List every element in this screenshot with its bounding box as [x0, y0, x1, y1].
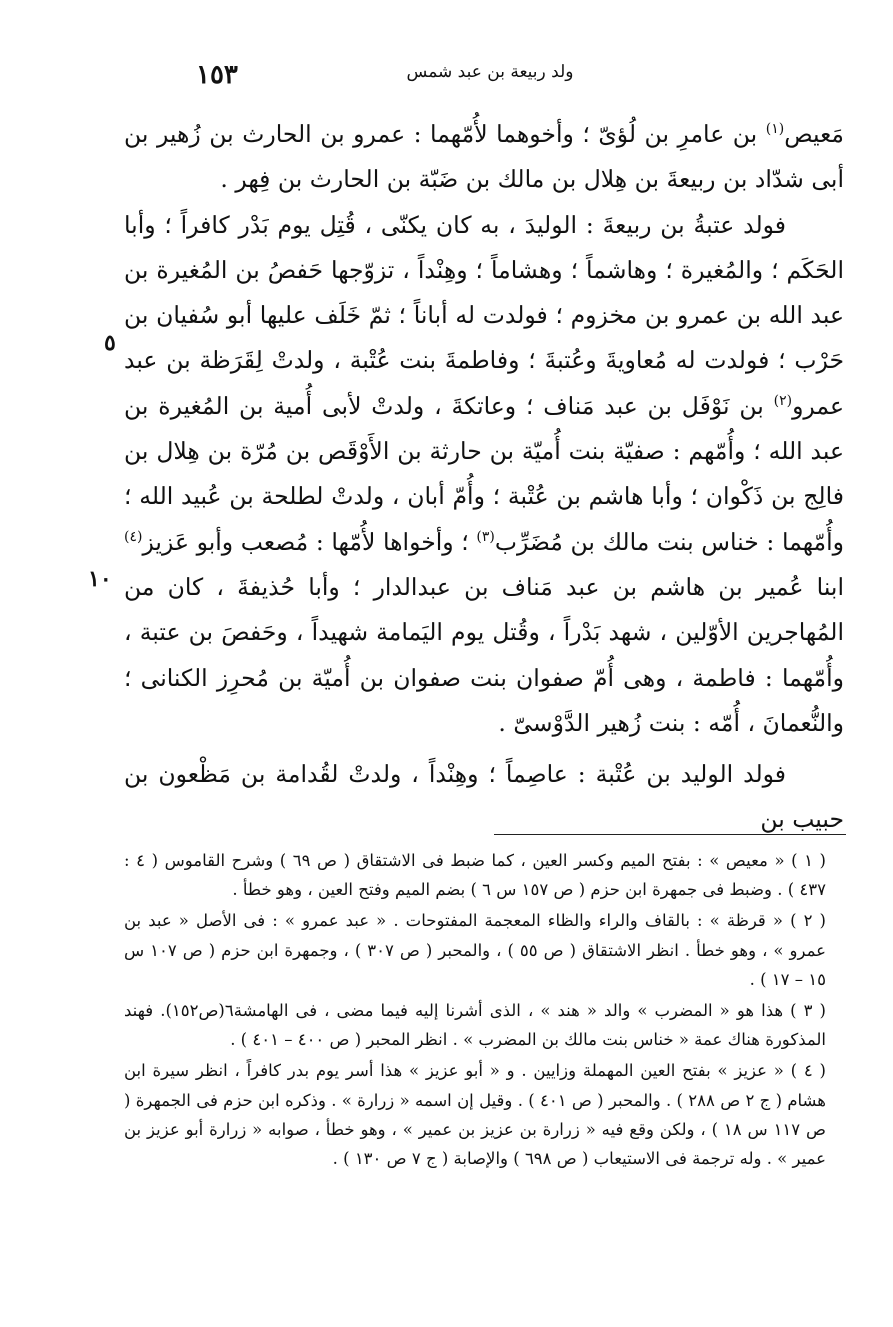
paragraph-3: فولد الوليد بن عُتْبة : عاصِماً ؛ وهِنْداً ، ولدتْ لقُدامة بن مَظْعون بن حبيب بن	[124, 760, 844, 834]
footnotes	[124, 846, 826, 1175]
paragraph-1	[124, 112, 844, 203]
page-number: ١٥٣	[196, 60, 238, 90]
paragraph-2-part-b: بن نَوْفَل بن عبد مَناف ؛ وعاتكةَ ، ولدتْ لأبى أُمية بن المُغيرة بن عبد الله ؛ وأُمّهم : صفيّة بنت أُميّة بن حارثة بن الأَوْقَص بن مُرّة بن هِلال بن فالِج بن ذَكْوان ؛ وأبا هاشم بن عُتْبة ؛ وأُمّ أبان ، ولدتْ لطلحة بن عُبيد الله ؛ وأُمّهما : خناس بنت مالك بن مُضَرِّب	[124, 391, 845, 556]
margin-line-number-10: ١٠	[88, 566, 112, 592]
footnote-1: ( ١ ) « معيص » : بفتح الميم وكسر العين ، كما ضبط فى الاشتقاق ( ص ٦٩ ) وشرح القاموس ( ٤ : ٤٣٧ ) . وضبط فى جمهرة ابن حزم ( ص ١٥٧ س ٦ ) بضم الميم وفتح العين ، وهو خطأ .	[124, 851, 826, 900]
paragraph-1-rest: بن عامرِ بن لُؤىّ ؛ وأخوهما لأُمّهما : عمرو بن الحارث بن زُهير بن أبى شدّاد بن ربيعةَ بن هِلال بن مالك بن ضَبّة بن الحارث بن فِهر .	[124, 120, 844, 194]
footnote-ref-2: (٢)	[773, 392, 793, 409]
margin-line-number-5: ٥	[104, 330, 116, 356]
paragraph-2-part-c: ؛ وأخواها لأُمّها : مُصعب وأبو عَزيز	[142, 527, 477, 556]
paragraph-2-part-a: فولد عتبةُ بن ربيعةَ : الوليدَ ، به كان يكنّى ، قُتِل يوم بَدْر كافراً ؛ وأبا الحَكَم ؛ والمُغيرة ؛ وهاشماً ؛ وهشاماً ؛ وهِنْداً ، تزوّجها حَفصُ بن المُغيرة بن عبد الله بن عمرو بن مخزوم ؛ فولدت له أباناً ؛ ثمّ خَلَف عليها أبو سُفيان بن حَرْب ؛ فولدت له مُعاويةَ وعُتبةَ ؛ وفاطمةَ بنت عُتْبة ، ولدتْ لِقَرَظة بن عبد عمرو	[124, 210, 844, 420]
paragraph-2-part-d: ابنا عُمير بن هاشم بن عبد مَناف بن عبدالدار ؛ وأبا حُذيفةَ ، كان من المُهاجرين الأوّلين ، شهد بَدْراً ، وقُتل يوم اليَمامة شهيداً ، وحَفصَ بن عتبة ، وأُمّهما : فاطمة ، وهى أُمّ صفوان بنت صفوان بن أُميّة بن مُحرِز الكنانى ؛ والنُّعمانَ ، أُمّه : بنت زُهير الدَّوْسىّ .	[124, 572, 844, 737]
footnote-ref-3: (٣)	[476, 528, 495, 545]
footnote-ref-1: (١)	[765, 121, 785, 138]
footnote-separator	[494, 834, 846, 835]
paragraph-2	[124, 203, 844, 747]
footnote-ref-4: (٤)	[124, 528, 143, 545]
footnote-4: ( ٤ ) « عزيز » بفتح العين المهملة وزايين . و « أبو عزيز » هذا أسر يوم بدر كافراً ، انظر سيرة ابن هشام ( ج ٢ ص ٢٨٨ ) . والمحبر ( ص ٤٠١ ) . وقيل إن اسمه « زرارة » . وذكره ابن حزم فى الجمهرة ( ص ١١٧ س ١٨ ) ، ولكن وقع فيه « زرارة بن عزيز بن عمير » ، وهو خطأ ، صوابه « زرارة أبو عزيز بن عمير » . وله ترجمة فى الاستيعاب ( ص ٦٩٨ ) والإصابة ( ج ٧ ص ١٣٠ ) .	[124, 1061, 826, 1169]
main-text	[124, 112, 844, 843]
footnote-3: ( ٣ ) هذا هو « المضرب » والد « هند » ، الذى أشرنا إليه فيما مضى ، فى الهامشة٦(ص١٥٢). فهند المذكورة هناك عمة « خناس بنت مالك بن المضرب » . انظر المحبر ( ص ٤٠٠ – ٤٠١ ) .	[124, 1001, 826, 1050]
footnote-2: ( ٢ ) « قرظة » : بالقاف والراء والظاء المعجمة المفتوحات . « عبد عمرو » : فى الأصل « عبد بن عمرو » ، وهو خطأ . انظر الاشتقاق ( ص ٥٥ ) ، والمحبر ( ص ٣٠٧ ) ، وجمهرة ابن حزم ( ص ١٠٧ س ١٥ – ١٧ ) .	[124, 911, 826, 989]
paragraph-1-start: مَعيص	[784, 120, 844, 148]
running-title: ولد ربيعة بن عبد شمس	[406, 62, 574, 82]
